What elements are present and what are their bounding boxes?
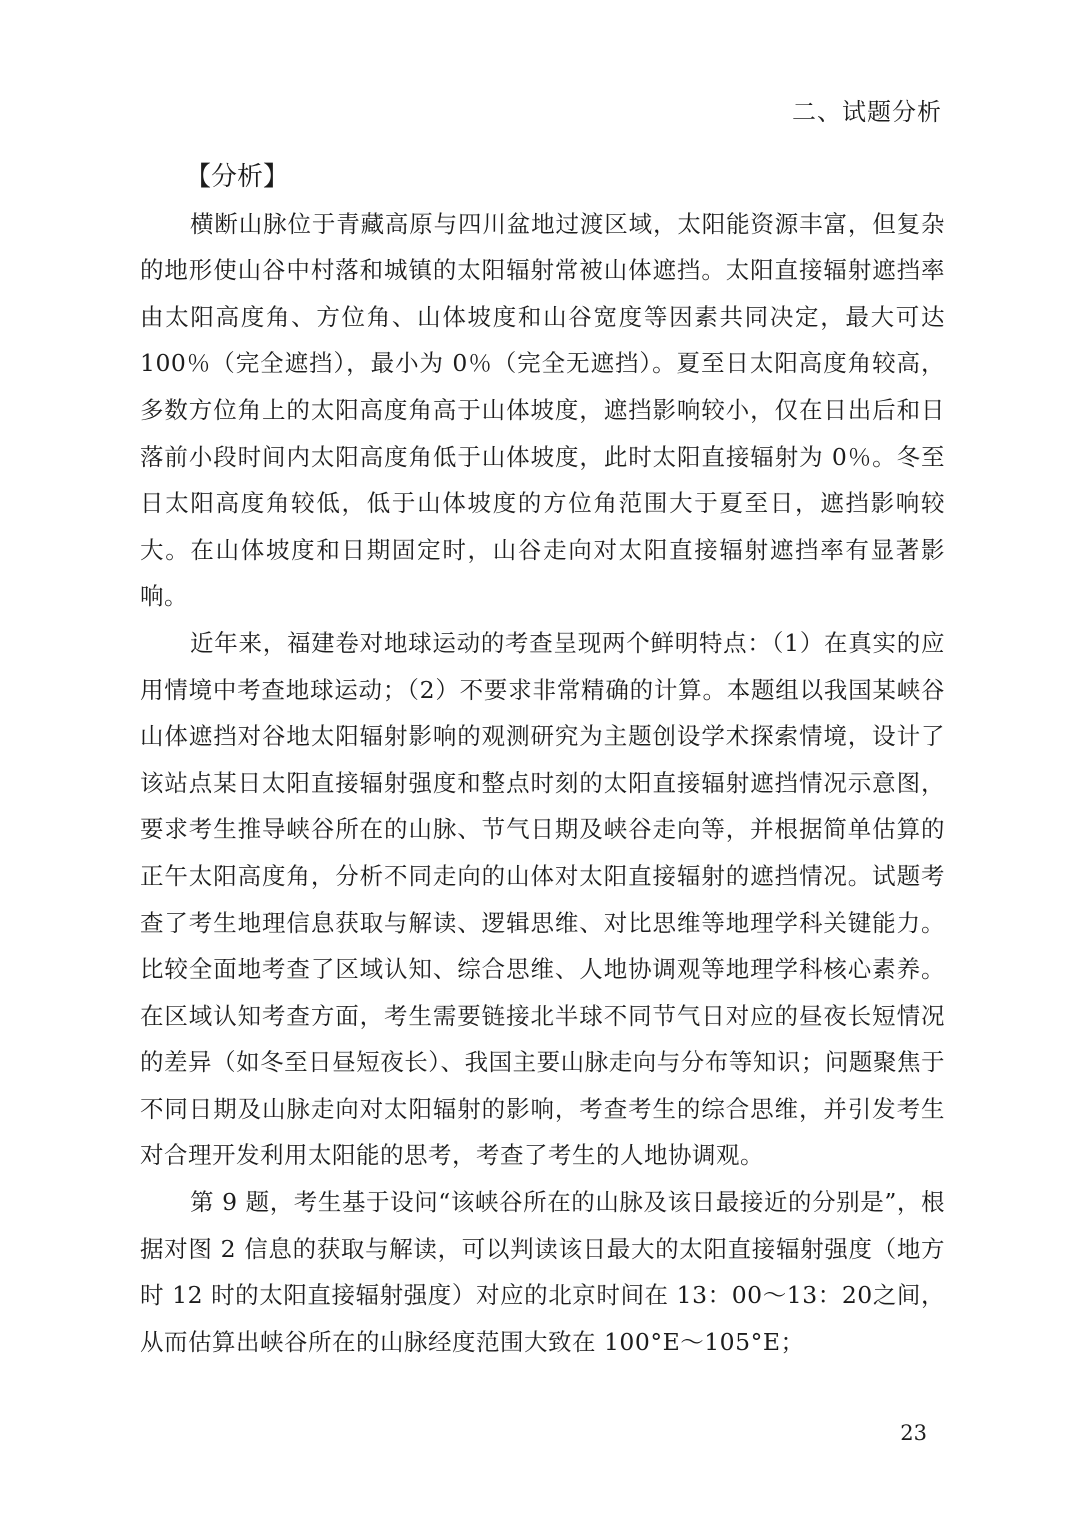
running-header: 二、试题分析 xyxy=(792,98,942,126)
paragraph-question-9: 第 9 题，考生基于设问“该峡谷所在的山脉及该日最接近的分别是”，根据对图 2 信息的获取与解读，可以判读该日最大的太阳直接辐射强度（地方时 12 时的太阳直接辐射强度）对应的北京时间在 13：00～13：20之间，从而估算出峡谷所在的山脉经度范围大致在 100°E～105°E； xyxy=(140,1188,945,1356)
page-number: 23 xyxy=(900,1421,927,1445)
section-title: 【分析】 xyxy=(185,162,290,192)
page-content xyxy=(140,154,945,1365)
paragraph-background: 横断山脉位于青藏高原与四川盆地过渡区域，太阳能资源丰富，但复杂的地形使山谷中村落和城镇的太阳辐射常被山体遮挡。太阳直接辐射遮挡率由太阳高度角、方位角、山体坡度和山谷宽度等因素共同决定，最大可达 100％（完全遮挡），最小为 0％（完全无遮挡）。夏至日太阳高度角较高，多数方位角上的太阳高度角高于山体坡度，遮挡影响较小，仅在日出后和日落前小段时间内太阳高度角低于山体坡度，此时太阳直接辐射为 0％。冬至日太阳高度角较低，低于山体坡度的方位角范围大于夏至日，遮挡影响较大。在山体坡度和日期固定时，山谷走向对太阳直接辐射遮挡率有显著影响。 xyxy=(140,209,945,611)
paragraph-exam-analysis: 近年来，福建卷对地球运动的考查呈现两个鲜明特点：（1）在真实的应用情境中考查地球运动；（2）不要求非常精确的计算。本题组以我国某峡谷山体遮挡对谷地太阳辐射影响的观测研究为主题创设学术探索情境，设计了该站点某日太阳直接辐射强度和整点时刻的太阳直接辐射遮挡情况示意图，要求考生推导峡谷所在的山脉、节气日期及峡谷走向等，并根据简单估算的正午太阳高度角，分析不同走向的山体对太阳直接辐射的遮挡情况。试题考查了考生地理信息获取与解读、逻辑思维、对比思维等地理学科关键能力。比较全面地考查了区域认知、综合思维、人地协调观等地理学科核心素养。在区域认知考查方面，考生需要链接北半球不同节气日对应的昼夜长短情况的差异（如冬至日昼短夜长）、我国主要山脉走向与分布等知识；问题聚焦于不同日期及山脉走向对太阳辐射的影响，考查考生的综合思维，并引发考生对合理开发利用太阳能的思考，考查了考生的人地协调观。 xyxy=(140,628,945,1170)
